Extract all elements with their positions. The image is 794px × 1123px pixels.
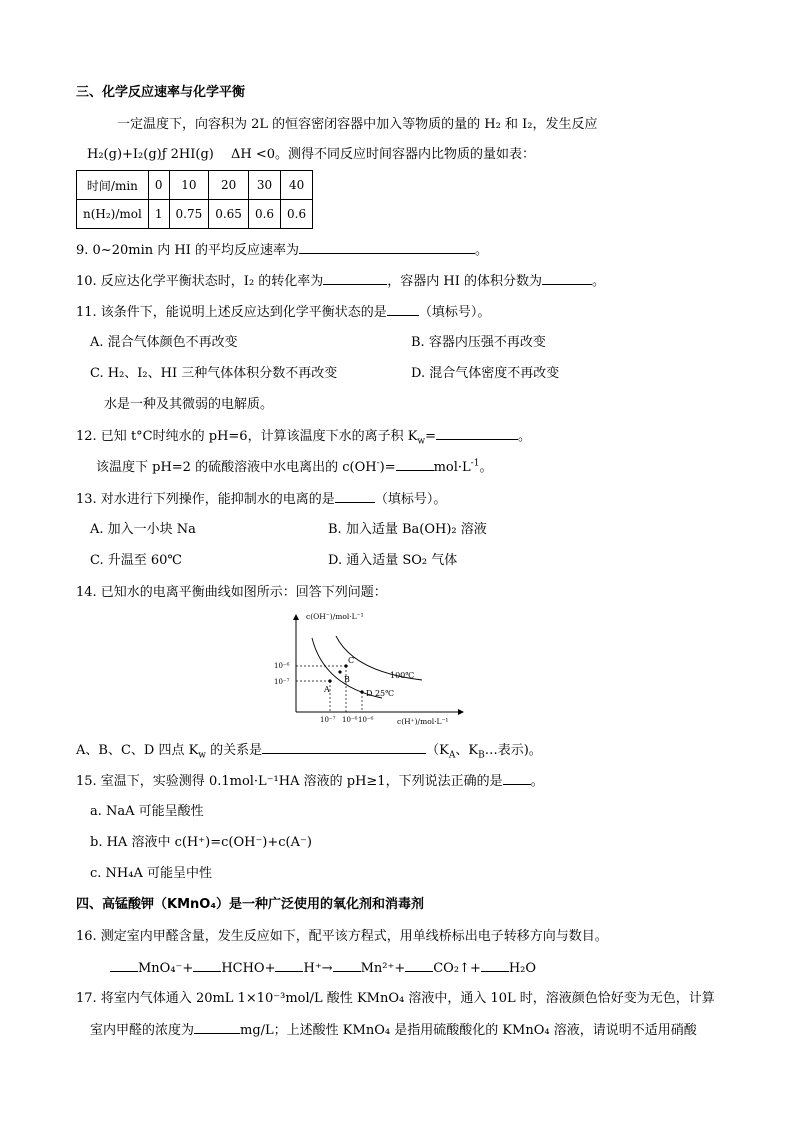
x-tick-label: 10⁻⁷	[320, 716, 336, 724]
answer-blank[interactable]	[387, 303, 419, 316]
option-11-a: A. 混合气体颜色不再改变	[90, 335, 238, 350]
option-13-c: C. 升温至 60℃	[90, 553, 182, 568]
y-axis-arrow	[293, 614, 299, 620]
option-11-b: B. 容器内压强不再改变	[411, 335, 546, 350]
table-cell: 0.75	[169, 200, 209, 229]
y-axis-label: c(OH⁻)/mol·L⁻¹	[306, 612, 364, 621]
water-intro: 水是一种及其微弱的电解质。	[104, 397, 274, 412]
answer-blank[interactable]	[262, 741, 426, 754]
water-ionization-graph	[272, 608, 472, 730]
question-12-part-2: 该温度下 pH=2 的硫酸溶液中水电离出的 $c(OH^-)= mol\cdot L^{-1}$。	[96, 458, 493, 475]
data-table	[76, 170, 313, 229]
question-17-line-2: 室内甲醛的浓度为 mg/L；上述酸性 KMnO₄ 是指用硫酸酸化的 KMnO₄ 溶液，请说明不适用硝酸	[90, 1023, 697, 1038]
coefficient-blank[interactable]	[481, 959, 509, 972]
answer-blank[interactable]	[436, 427, 518, 440]
question-9: 9. 0~20min 内 HI 的平均反应速率为 。	[76, 243, 488, 258]
table-cell: 0.6	[281, 200, 313, 229]
question-14-answer: A、B、C、D 四点 $K_w$ 的关系是 （$K_A$、$K_B\dots$表示)。	[76, 743, 542, 761]
answer-blank[interactable]	[396, 458, 434, 471]
option-13-b: B. 加入适量 Ba(OH)₂ 溶液	[328, 522, 487, 537]
option-15-c: c. NH₄A 可能呈中性	[90, 866, 212, 881]
option-11-c: C. H₂、I₂、HI 三种气体体积分数不再改变	[90, 366, 338, 381]
coefficient-blank[interactable]	[333, 959, 361, 972]
question-17-line-1: 17. 将室内气体通入 20mL 1×10⁻³mol/L 酸性 KMnO₄ 溶液中，通入 10L 时，溶液颜色恰好变为无色，计算	[76, 991, 715, 1006]
question-16-equation: MnO₄⁻+ HCHO+ H⁺→ Mn²⁺+ CO₂↑+ H₂O	[110, 959, 536, 978]
y-tick-label: 10⁻⁶	[274, 662, 290, 670]
table-cell: 20	[209, 171, 249, 200]
answer-blank[interactable]	[194, 1021, 240, 1034]
table-cell: 时间/min	[77, 171, 149, 200]
table-cell: 0.6	[248, 200, 280, 229]
x-tick-label: 10⁻⁶	[358, 716, 374, 724]
y-tick-label: 10⁻⁷	[274, 678, 290, 686]
table-cell: 0	[148, 171, 169, 200]
table-cell: 10	[169, 171, 209, 200]
x-tick-label: 10⁻⁶	[342, 716, 358, 724]
section-4-title: 四、高锰酸钾（KMnO₄）是一种广泛使用的氧化剂和消毒剂	[76, 897, 425, 912]
table-cell: 0.65	[209, 200, 249, 229]
point-d-label: D 25℃	[366, 689, 395, 698]
table-row	[77, 171, 313, 200]
point-a-label: A	[324, 685, 330, 694]
x-axis-arrow	[458, 709, 464, 715]
x-axis-label: c(H⁺)/mol·L⁻¹	[397, 717, 449, 726]
point-d	[360, 690, 363, 693]
question-15: 15. 室温下，实验测得 0.1mol·L⁻¹HA 溶液的 pH≥1，下列说法正确的是 。	[76, 774, 544, 789]
point-b	[338, 670, 341, 673]
table-cell: 40	[281, 171, 313, 200]
answer-blank[interactable]	[335, 490, 375, 503]
coefficient-blank[interactable]	[193, 959, 221, 972]
table-cell: 1	[148, 200, 169, 229]
question-12: 12. 已知 t°C时纯水的 pH=6，计算该温度下水的离子积 $K_w=$ 。	[76, 429, 532, 447]
table-row	[77, 200, 313, 229]
question-14: 14. 已知水的电离平衡曲线如图所示：回答下列问题：	[76, 585, 387, 600]
intro-line-1: 一定温度下，向容积为 2L 的恒容密闭容器中加入等物质的量的 H₂ 和 I₂，发生反应	[117, 117, 598, 132]
answer-blank[interactable]	[542, 272, 592, 285]
option-11-d: D. 混合气体密度不再改变	[411, 366, 560, 381]
option-13-d: D. 通入适量 SO₂ 气体	[328, 553, 458, 568]
point-c-label: C	[348, 656, 355, 665]
option-13-a: A. 加入一小块 Na	[90, 522, 196, 537]
answer-blank[interactable]	[323, 272, 387, 285]
intro-line-2: H₂(g)+I₂(g)ƒ 2HI(g) ΔH <0。测得不同反应时间容器内比物质的量如表：	[87, 147, 536, 162]
option-15-b: b. HA 溶液中 c(H⁺)=c(OH⁻)+c(A⁻)	[90, 835, 312, 850]
section-3-title: 三、化学反应速率与化学平衡	[76, 85, 246, 100]
question-13: 13. 对水进行下列操作，能抑制水的电离的是 （填标号）。	[76, 492, 447, 507]
question-16: 16. 测定室内甲醛含量，发生反应如下，配平该方程式，用单线桥标出电子转移方向与数目。	[76, 929, 608, 944]
question-10: 10. 反应达化学平衡状态时，I₂ 的转化率为 ，容器内 HI 的体积分数为 。	[76, 274, 606, 289]
point-a	[328, 679, 331, 682]
table-cell: n(H₂)/mol	[77, 200, 149, 229]
curve-100c-label: 100℃	[390, 671, 415, 680]
answer-blank[interactable]	[503, 772, 531, 785]
coefficient-blank[interactable]	[110, 959, 138, 972]
answer-blank[interactable]	[299, 241, 475, 254]
option-15-a: a. NaA 可能呈酸性	[90, 804, 204, 819]
question-11: 11. 该条件下，能说明上述反应达到化学平衡状态的是 （填标号）。	[76, 305, 491, 320]
table-cell: 30	[248, 171, 280, 200]
coefficient-blank[interactable]	[405, 959, 433, 972]
coefficient-blank[interactable]	[275, 959, 303, 972]
point-b-label: B	[344, 675, 350, 684]
